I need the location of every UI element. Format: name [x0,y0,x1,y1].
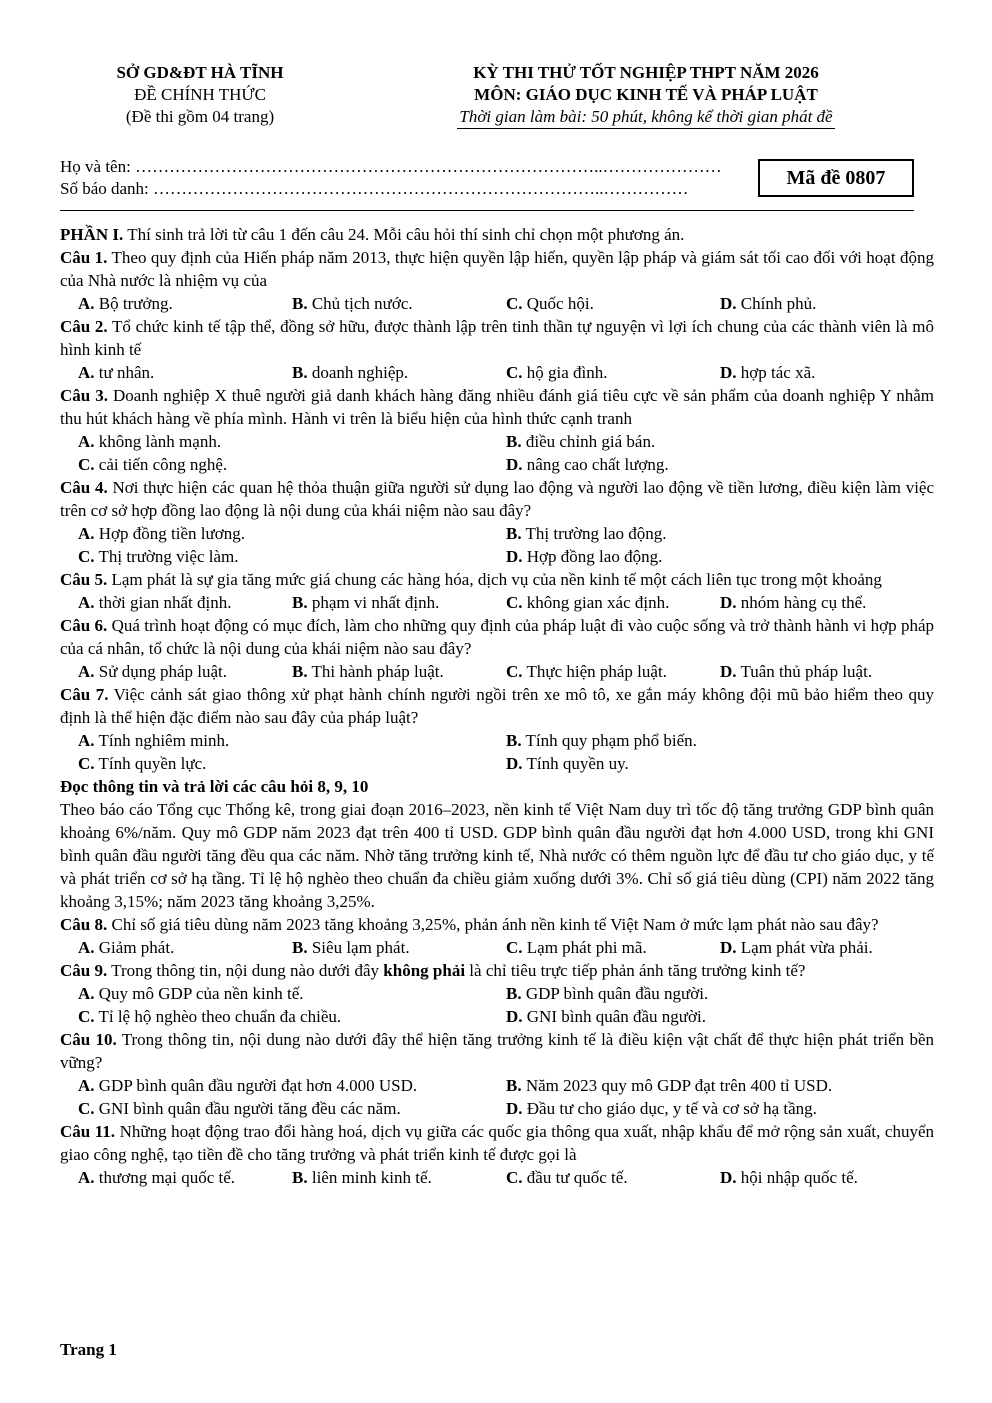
question-3: Câu 3. Doanh nghiệp X thuê người giả danh khách hàng đăng nhiều đánh giá tiêu cực về sản phẩm của doanh nghiệp Y nhằm thu hút khách hàng về phía mình. Hành vi trên là biểu hiện của hình thức cạnh tranh [60,386,935,428]
part-1-instruction: PHẦN I. Thí sinh trả lời từ câu 1 đến câu 24. Mỗi câu hỏi thí sinh chỉ chọn một phương án. [60,225,685,244]
option-b: B. GDP bình quân đầu người. [506,984,709,1003]
option-a: A. Bộ trưởng. [78,294,173,313]
option-c: C. Tỉ lệ hộ nghèo theo chuẩn đa chiều. [78,1007,342,1026]
page-count-note: (Đề thi gồm 04 trang) [125,107,275,126]
candidate-info [60,156,760,200]
question-9-options-row2 [60,1005,934,1028]
question-6: Câu 6. Quá trình hoạt động có mục đích, làm cho những quy định của pháp luật đi vào cuộc sống và trở thành hành vi hợp pháp của cá nhân, tổ chức là nội dung của khái niệm nào sau đây? [60,616,934,658]
option-c: C. cải tiến công nghệ. [78,455,228,474]
option-d: D. hội nhập quốc tế. [720,1168,858,1187]
option-c: C. Tính quyền lực. [78,754,207,773]
option-a: A. GDP bình quân đầu người đạt hơn 4.000 USD. [78,1076,418,1095]
option-d: D. Chính phủ. [720,294,817,313]
option-a: A. Sử dụng pháp luật. [78,662,227,681]
header-divider [60,210,914,211]
question-1: Câu 1. Theo quy định của Hiến pháp năm 2013, thực hiện quyền lập hiến, quyền lập pháp và giám sát tối cao đối với hoạt động của Nhà nước là nhiệm vụ của [60,248,934,290]
option-a: A. Quy mô GDP của nền kinh tế. [78,984,304,1003]
option-b: B. Thị trường lao động. [506,524,667,543]
option-b: B. Thi hành pháp luật. [292,662,444,681]
option-c: C. đầu tư quốc tế. [506,1168,628,1187]
option-c: C. Quốc hội. [506,294,594,313]
reading-title: Đọc thông tin và trả lời các câu hỏi 8, 9, 10 [60,777,369,796]
option-a: A. tư nhân. [78,363,155,382]
question-7: Câu 7. Việc cảnh sát giao thông xử phạt hành chính người ngồi trên xe mô tô, xe gắn máy không đội mũ bảo hiểm theo quy định là thể hiện đặc điểm nào sau đây của pháp luật? [60,685,934,727]
option-d: D. nâng cao chất lượng. [506,455,669,474]
option-d: D. Đầu tư cho giáo dục, y tế và cơ sở hạ tầng. [506,1099,817,1118]
option-b: B. Tính quy phạm phổ biến. [506,731,697,750]
option-c: C. Thị trường việc làm. [78,547,239,566]
exam-code-box: Mã đề 0807 [758,159,914,197]
official-label: ĐỀ CHÍNH THỨC [134,85,266,104]
option-a: A. thời gian nhất định. [78,593,232,612]
option-b: B. phạm vi nhất định. [292,593,440,612]
department-name: SỞ GD&ĐT HÀ TĨNH [116,63,284,82]
option-c: C. Lạm phát phi mã. [506,938,647,957]
reading-passage: Theo báo cáo Tổng cục Thống kê, trong giai đoạn 2016–2023, nền kinh tế Việt Nam duy trì tốc độ tăng trưởng GDP bình quân khoảng 6%/năm. Quy mô GDP năm 2023 đạt trên 400 tỉ USD. GDP bình quân đầu người đạt hơn 4.000 USD, trong khi GNI bình quân đầu người tăng đều qua các năm. Nhờ tăng trưởng kinh tế, Nhà nước có thêm nguồn lực để đầu tư cho giáo dục, y tế và phát triển cơ sở hạ tầng. Tỉ lệ hộ nghèo theo chuẩn đa chiều giảm xuống dưới 3%. Chỉ số giá tiêu dùng (CPI) năm 2022 tăng khoảng 3,15%; năm 2023 tăng khoảng 3,25%. [60,800,934,911]
question-1-options [60,292,934,315]
option-c: C. hộ gia đình. [506,363,608,382]
question-4-options-row1 [60,522,934,545]
question-7-options-row1 [60,729,934,752]
question-6-options [60,660,934,683]
question-10-options-row2 [60,1097,934,1120]
option-a: A. Giảm phát. [78,938,175,957]
exam-header [60,62,940,132]
question-8: Câu 8. Chỉ số giá tiêu dùng năm 2023 tăng khoảng 3,25%, phản ánh nền kinh tế Việt Nam ở mức lạm phát nào sau đây? [60,915,879,934]
question-3-options-row1 [60,430,934,453]
option-d: D. Tính quyền uy. [506,754,629,773]
option-d: D. Tuân thủ pháp luật. [720,662,873,681]
question-2: Câu 2. Tổ chức kinh tế tập thể, đồng sở hữu, được thành lập trên tinh thần tự nguyện vì lợi ích chung của các thành viên là mô hình kinh tế [60,317,935,359]
option-b: B. Siêu lạm phát. [292,938,410,957]
question-11: Câu 11. Những hoạt động trao đổi hàng hoá, dịch vụ giữa các quốc gia thông qua xuất, nhập khẩu để mở rộng sản xuất, chuyển giao công nghệ, tạo tiền đề cho tăng trưởng và phát triển kinh tế được gọi là [60,1122,934,1164]
question-3-options-row2 [60,453,934,476]
question-4: Câu 4. Nơi thực hiện các quan hệ thỏa thuận giữa người sử dụng lao động và người lao động về tiền lương, điều kiện làm việc trên cơ sở hợp đồng lao động là nội dung của khái niệm nào sau đây? [60,478,935,520]
question-5-options [60,591,934,614]
option-a: A. Tính nghiêm minh. [78,731,230,750]
option-d: D. Hợp đồng lao động. [506,547,663,566]
exam-subject: MÔN: GIÁO DỤC KINH TẾ VÀ PHÁP LUẬT [474,85,818,104]
option-d: D. GNI bình quân đầu người. [506,1007,706,1026]
header-left [60,62,340,128]
question-9-options-row1 [60,982,934,1005]
question-8-options [60,936,934,959]
page-number: Trang 1 [60,1340,117,1359]
option-b: B. liên minh kinh tế. [292,1168,432,1187]
option-b: B. điều chỉnh giá bán. [506,432,656,451]
option-c: C. không gian xác định. [506,593,670,612]
question-9: Câu 9. Trong thông tin, nội dung nào dưới đây không phải là chỉ tiêu trực tiếp phản ánh tăng trưởng kinh tế? [60,961,806,980]
option-b: B. Chủ tịch nước. [292,294,413,313]
question-10-options-row1 [60,1074,934,1097]
header-right [360,62,932,129]
option-d: D. nhóm hàng cụ thể. [720,593,867,612]
exam-duration: Thời gian làm bài: 50 phút, không kể thời gian phát đề [457,106,834,129]
option-a: A. thương mại quốc tế. [78,1168,236,1187]
question-7-options-row2 [60,752,934,775]
exam-content [60,223,934,1189]
option-b: B. Năm 2023 quy mô GDP đạt trên 400 tỉ USD. [506,1076,833,1095]
question-10: Câu 10. Trong thông tin, nội dung nào dưới đây thể hiện tăng trưởng kinh tế là điều kiện vật chất để thực hiện phát triển bền vững? [60,1030,934,1072]
question-5: Câu 5. Lạm phát là sự gia tăng mức giá chung các hàng hóa, dịch vụ của nền kinh tế một cách liên tục trong một khoảng [60,570,882,589]
candidate-name-line: Họ và tên: ………………………………………………………………………..………………… [60,157,722,176]
option-c: C. Thực hiện pháp luật. [506,662,667,681]
option-a: A. không lành mạnh. [78,432,222,451]
exam-title: KỲ THI THỬ TỐT NGHIỆP THPT NĂM 2026 [473,63,819,82]
option-a: A. Hợp đồng tiền lương. [78,524,245,543]
option-b: B. doanh nghiệp. [292,363,409,382]
option-c: C. GNI bình quân đầu người tăng đều các năm. [78,1099,401,1118]
candidate-id-line: Số báo danh: ……………………………………………………………………..…………… [60,179,689,198]
option-d: D. Lạm phát vừa phải. [720,938,873,957]
option-d: D. hợp tác xã. [720,363,816,382]
question-2-options [60,361,934,384]
question-11-options [60,1166,934,1189]
question-4-options-row2 [60,545,934,568]
